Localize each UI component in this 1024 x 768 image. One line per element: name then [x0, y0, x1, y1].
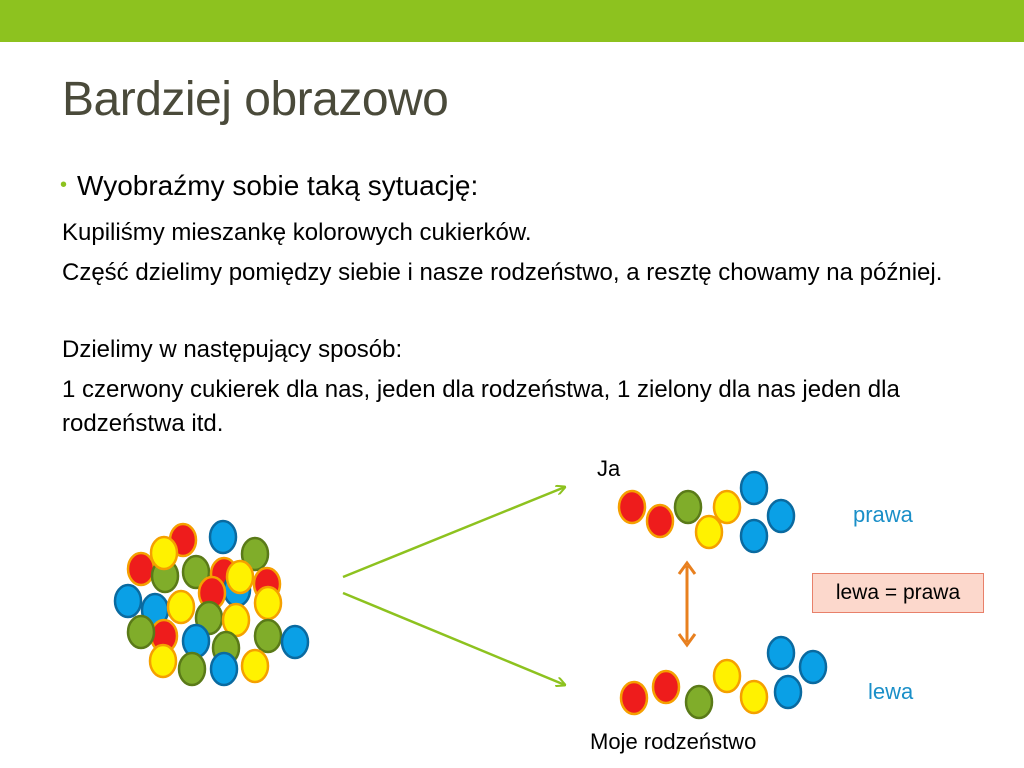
- paragraph-3: Dzielimy w następujący sposób:: [62, 336, 403, 363]
- candy-pile: [115, 521, 308, 685]
- candy-red: [621, 682, 647, 714]
- candy-blue: [183, 625, 209, 657]
- candy-blue: [768, 500, 794, 532]
- double-arrow: [679, 563, 695, 645]
- candy-yellow: [151, 537, 177, 569]
- candy-yellow: [150, 645, 176, 677]
- arrow-to-me: [343, 487, 565, 577]
- bullet-dot-icon: •: [60, 174, 68, 196]
- paragraph-4: 1 czerwony cukierek dla nas, jeden dla rodzeństwa, 1 zielony dla nas jeden dla rodzeństwa itd.: [62, 376, 900, 437]
- candy-blue: [800, 651, 826, 683]
- candy-red: [653, 671, 679, 703]
- label-left-side: lewa: [868, 679, 914, 704]
- equation-box: lewa = prawa: [812, 573, 984, 613]
- candy-red: [647, 505, 673, 537]
- candy-yellow: [714, 660, 740, 692]
- candy-yellow: [696, 516, 722, 548]
- slide-title: Bardziej obrazowo: [62, 73, 449, 126]
- arrow-to-siblings: [343, 593, 565, 685]
- candy-yellow: [741, 681, 767, 713]
- candy-yellow: [242, 650, 268, 682]
- candy-blue: [741, 520, 767, 552]
- candy-green: [255, 620, 281, 652]
- candy-blue: [211, 653, 237, 685]
- candy-red: [619, 491, 645, 523]
- label-siblings: Moje rodzeństwo: [590, 729, 757, 754]
- candy-yellow: [168, 591, 194, 623]
- candy-blue: [115, 585, 141, 617]
- candy-green: [128, 616, 154, 648]
- candy-green: [675, 491, 701, 523]
- candy-blue: [282, 626, 308, 658]
- label-right-side: prawa: [853, 502, 913, 527]
- candy-group-siblings: [621, 637, 826, 718]
- paragraph-2: Część dzielimy pomiędzy siebie i nasze rodzeństwo, a resztę chowamy na później.: [62, 259, 943, 286]
- candy-blue: [741, 472, 767, 504]
- candy-blue: [775, 676, 801, 708]
- candy-blue: [768, 637, 794, 669]
- candy-yellow: [714, 491, 740, 523]
- bullet-text: Wyobraźmy sobie taką sytuację:: [77, 170, 479, 201]
- candy-blue: [210, 521, 236, 553]
- candy-red: [128, 553, 154, 585]
- candy-green: [686, 686, 712, 718]
- candy-green: [179, 653, 205, 685]
- label-me: Ja: [597, 456, 621, 481]
- candy-group-me: [619, 472, 794, 552]
- candy-yellow: [255, 587, 281, 619]
- paragraph-1: Kupiliśmy mieszankę kolorowych cukierków.: [62, 219, 532, 246]
- candy-yellow: [227, 561, 253, 593]
